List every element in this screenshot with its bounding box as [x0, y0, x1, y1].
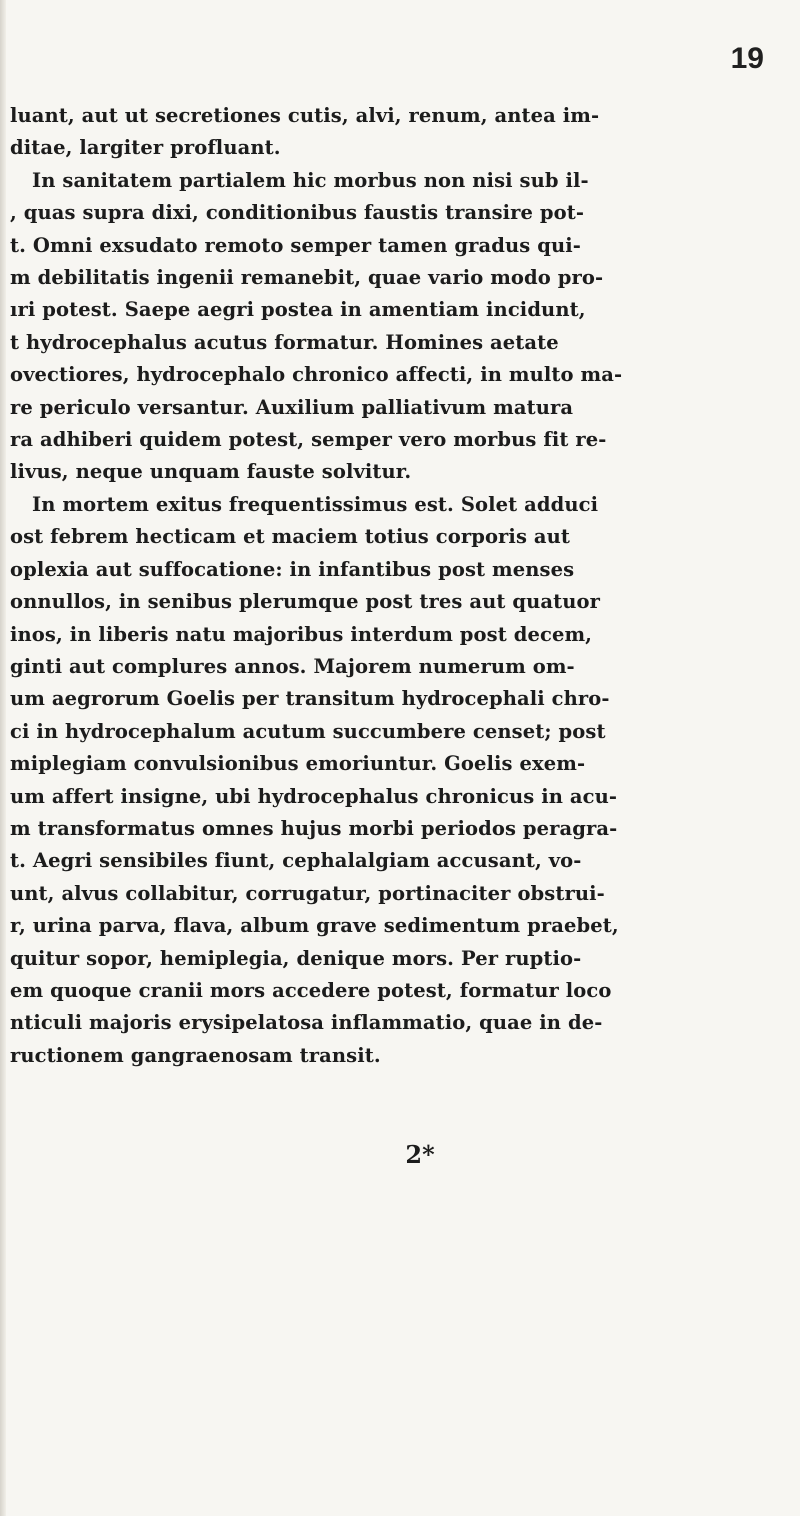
body-text [0, 100, 772, 1072]
paragraph-start-line: In mortem exitus frequentissimus est. Solet adduci [32, 492, 599, 516]
text-line: um aegrorum Goelis per transitum hydrocephali chro- [10, 687, 610, 711]
text-line: unt, alvus collabitur, corrugatur, portinaciter obstrui- [10, 881, 605, 905]
text-line: ci in hydrocephalum acutum succumbere censet; post [10, 719, 606, 743]
text-line: nticuli majoris erysipelatosa inflammatio, quae in de- [10, 1011, 603, 1035]
text-line: onnullos, in senibus plerumque post tres aut quatuor [10, 590, 600, 614]
text-line: ra adhiberi quidem potest, semper vero morbus fit re- [10, 428, 607, 452]
text-line: m debilitatis ingenii remanebit, quae vario modo pro- [10, 266, 604, 290]
text-line: livus, neque unquam fauste solvitur. [10, 460, 412, 484]
text-line: oplexia aut suffocatione: in infantibus post menses [10, 557, 575, 581]
text-line: r, urina parva, flava, album grave sedimentum praebet, [10, 914, 619, 938]
text-line: ginti aut complures annos. Majorem numerum om- [10, 654, 575, 678]
text-line: um affert insigne, ubi hydrocephalus chronicus in acu- [10, 784, 618, 808]
text-line: , quas supra dixi, conditionibus faustis transire pot- [10, 201, 585, 225]
text-line: ovectiores, hydrocephalo chronico affecti, in multo ma- [10, 363, 623, 387]
text-line: t. Omni exsudato remoto semper tamen gradus qui- [10, 233, 581, 257]
text-line: luant, aut ut secretiones cutis, alvi, renum, antea im- [10, 104, 600, 127]
text-line: miplegiam convulsionibus emoriuntur. Goelis exem- [10, 752, 586, 776]
text-line: em quoque cranii mors accedere potest, formatur loco [10, 978, 612, 1002]
paragraph-start-line: In sanitatem partialem hic morbus non nisi sub il- [32, 168, 589, 192]
text-line: quitur sopor, hemiplegia, denique mors. Per ruptio- [10, 946, 582, 970]
page-number: 19 [730, 42, 764, 75]
text-line: inos, in liberis natu majoribus interdum post decem, [10, 622, 593, 646]
text-line: ost febrem hecticam et maciem totius corporis aut [10, 525, 571, 549]
text-line: t. Aegri sensibiles fiunt, cephalalgiam accusant, vo- [10, 849, 582, 873]
text-line: re periculo versantur. Auxilium palliativum matura [10, 395, 574, 419]
text-line: ructionem gangraenosam transit. [10, 1043, 381, 1067]
text-line: ıri potest. Saepe aegri postea in amentiam incidunt, [10, 298, 586, 322]
text-line: m transformatus omnes hujus morbi periodos peragra- [10, 816, 618, 840]
text-line: t hydrocephalus acutus formatur. Homines aetate [10, 330, 559, 354]
printer-signature: 2* [405, 1140, 435, 1169]
text-line: ditae, largiter profluant. [10, 136, 281, 160]
